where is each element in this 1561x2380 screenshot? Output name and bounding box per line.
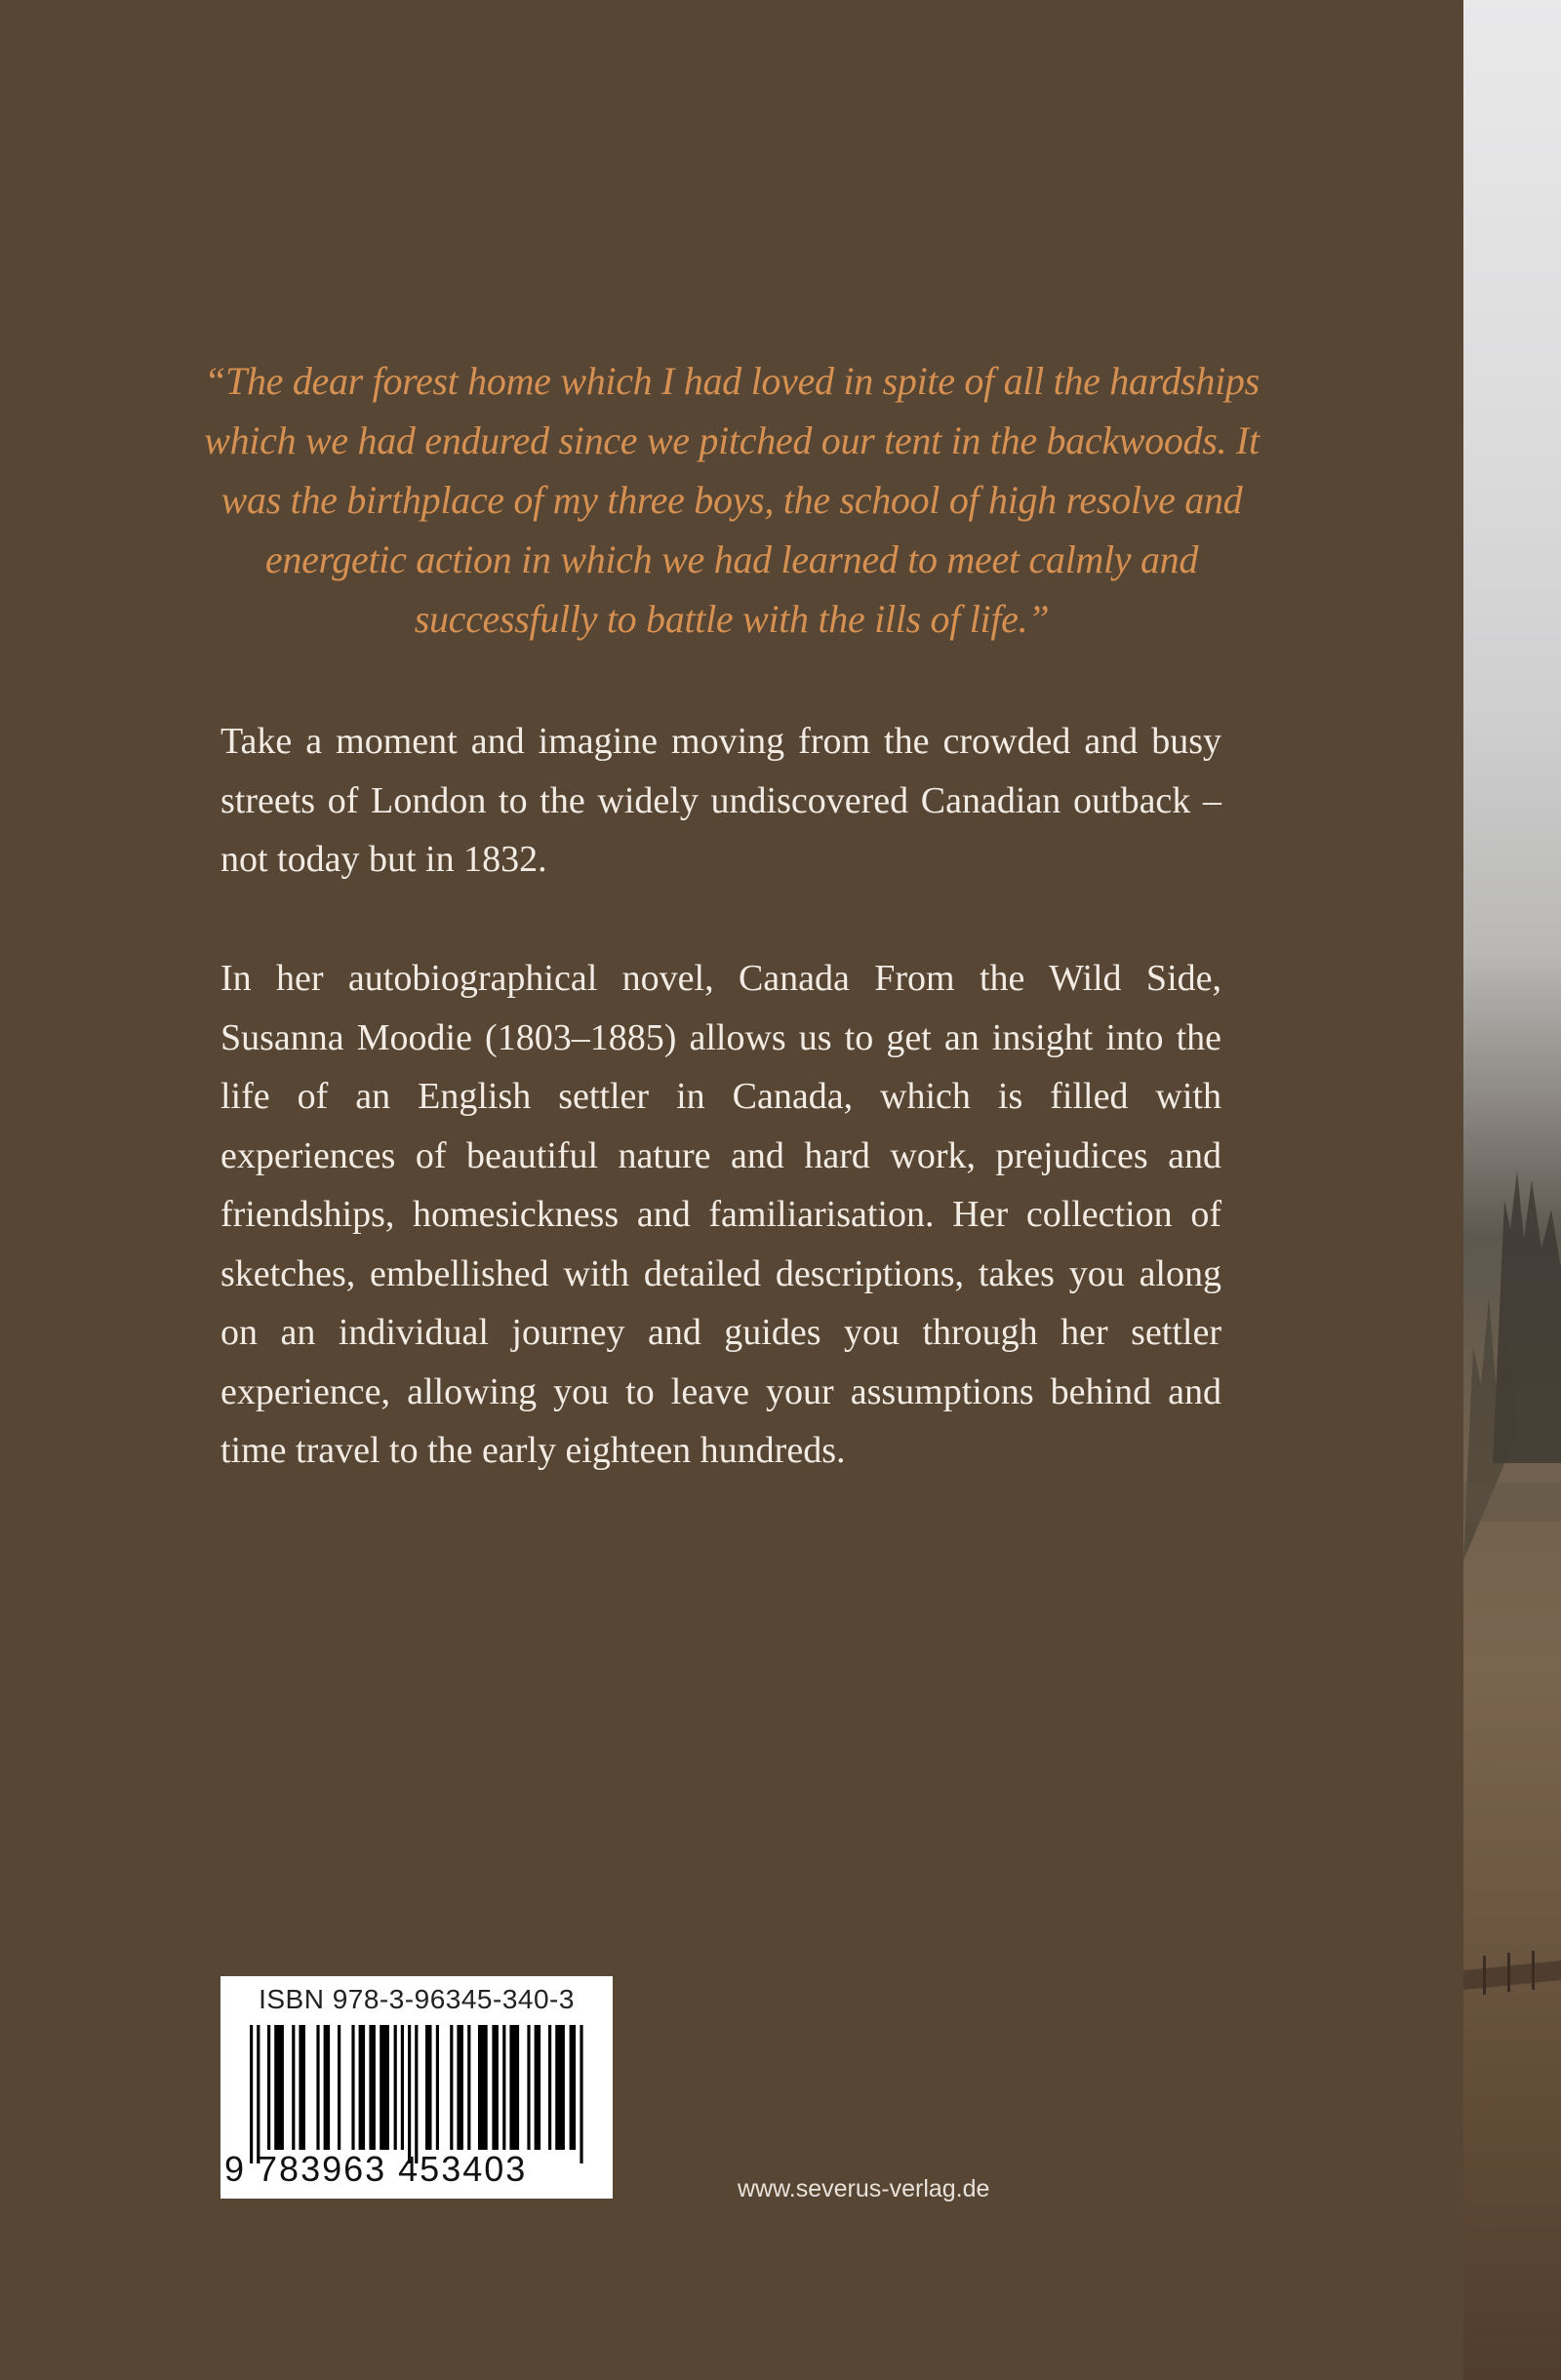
barcode-bar [425,2025,432,2150]
barcode-bar [450,2025,453,2150]
barcode-bar [408,2025,411,2163]
isbn-label: ISBN 978-3-96345-340-3 [259,1984,575,2014]
barcode-bar [338,2025,340,2150]
barcode-bar [467,2025,470,2150]
publisher-url: www.severus-verlag.de [738,2175,990,2202]
barcode-bar [351,2025,354,2150]
barcode-bar [257,2025,260,2163]
barcode-bar [502,2025,505,2150]
barcode-bar [380,2025,389,2150]
blurb-paragraph-2: In her autobiographical novel, Canada From the Wild Side, Susanna Moodie (1803–1885) allows us to get an insight into the life of an English settler in Canada, which is filled with experiences of beautiful nature and hard work, prejudices and friendships, homesickness and familiarisation. Her collection of sketches, embellished with detailed descriptions, takes you along on an individual journey and guides you through her settler experience, allowing you to leave your assumptions behind and time travel to the early eighteen hundreds. [220,958,1221,1471]
barcode-bar [436,2025,439,2150]
barcode-bar [359,2025,366,2150]
barcode-bar [324,2025,331,2150]
isbn-barcode [220,1976,613,2199]
barcode-bar [316,2025,319,2150]
barcode-bar [509,2025,519,2150]
barcode-bar [267,2025,270,2150]
barcode-bar [555,2025,565,2150]
forest-silhouette [1463,0,1561,2380]
barcode-bar [250,2025,253,2163]
cover-quote: “The dear forest home which I had loved in spite of all the hardships which we had endured since we pitched our tent in the backwoods. It was the birthplace of my three boys, the school of high resolve and energetic action in which we had learned to meet calmly and successfully to battle with the ills of life.” [204,359,1260,641]
barcode-digits: 9 783963 453403 [224,2149,528,2189]
barcode-bar [478,2025,488,2150]
barcode-bar [394,2025,397,2150]
barcode-bar [548,2025,551,2150]
blurb-paragraph-1: Take a moment and imagine moving from the crowded and busy streets of London to the widely undiscovered Canadian outback – not today but in 1832. [220,721,1221,880]
barcode-bar [415,2025,418,2163]
barcode-bar [580,2025,582,2163]
barcode-bar [292,2025,295,2150]
barcode-bar [274,2025,284,2150]
barcode-bar [535,2025,541,2150]
barcode-bar [457,2025,463,2150]
barcode-bar [492,2025,499,2150]
barcode-bar [299,2025,305,2150]
front-cover-photo-edge [1463,0,1561,2380]
barcode-bar [570,2025,577,2150]
barcode-bar [527,2025,530,2150]
barcode-bar [369,2025,376,2150]
barcode-bar [401,2025,404,2150]
